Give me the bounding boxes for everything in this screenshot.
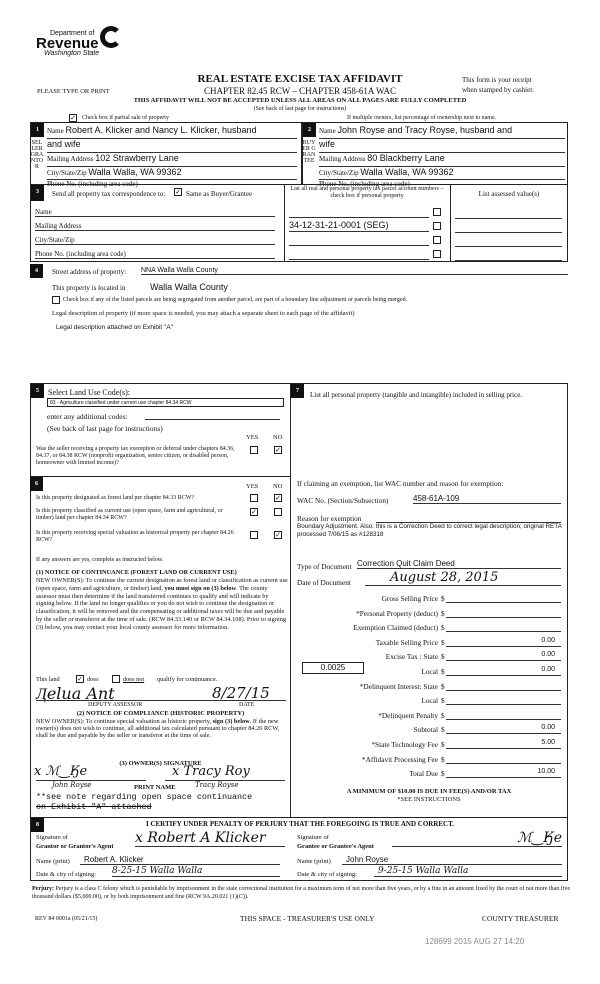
section-number: 7	[291, 384, 304, 398]
tax-row-label: Gross Selling Price	[381, 594, 438, 603]
tax-row-label: Excise Tax : State	[385, 652, 438, 662]
grantee-agent-label: Grantee or Grantee's Agent	[297, 843, 374, 850]
land-use-code-select[interactable]: 83 - Agriculture classified under current use chapter 84.34 RCW	[47, 398, 284, 407]
buyer-name-input-2[interactable]: wife	[319, 139, 336, 149]
wac-label: WAC No. (Section/Subsection)	[297, 496, 389, 505]
personal-property-label: List all personal property (tangible and intangible) included in selling price.	[310, 391, 523, 399]
notice-compliance-text	[36, 718, 288, 740]
doc-date-input[interactable]: August 28, 2015	[365, 570, 561, 586]
dollar-sign: $	[441, 725, 445, 735]
grantee-date-input[interactable]: 9-25-15 Walla Walla	[374, 866, 562, 877]
dollar-sign: $	[441, 652, 445, 662]
land-use-title: Select Land Use Code(s):	[48, 388, 130, 397]
n2-text: NEW OWNER(S): To continue special valuation as historic property,	[36, 718, 213, 725]
grantor-name-input[interactable]: Robert A. Klicker	[80, 855, 280, 865]
sig-of-label: Signature of	[36, 834, 68, 841]
certify-statement: I CERTIFY UNDER PENALTY OF PERJURY THAT THE FOREGOING IS TRUE AND CORRECT.	[145, 820, 454, 828]
dollar-sign: $	[441, 608, 445, 618]
parcel-input[interactable]	[289, 248, 429, 260]
tax-row-value[interactable]: 0.00	[446, 666, 561, 676]
this-land-label: This land	[36, 676, 60, 683]
seller-address-input[interactable]: 102 Strawberry Lane	[95, 153, 179, 163]
dollar-sign: $	[441, 681, 445, 691]
located-label: This property is located in	[52, 284, 126, 292]
owner-signature-2[interactable]: x Tracy Roy	[172, 764, 250, 779]
tax-row-value[interactable]: 10.00	[446, 768, 561, 778]
if-yes-note: If any answers are yes, complete as instructed below.	[36, 557, 164, 563]
assessed-header: List assessed value(s)	[478, 190, 540, 198]
seller-city-input[interactable]: Walla Walla, WA 99362	[88, 167, 182, 177]
reason-label: Reason for exemption	[297, 514, 362, 523]
tax-row-value[interactable]: 0.00	[446, 724, 561, 734]
logo-state: Washington State	[44, 50, 100, 57]
perjury-body: Perjury is a class C felony which is punishable by imprisonment in the state correctional institution for a maximum term of not more than five years, or by a fine in an amount fixed by the court of not more than five thousand dollars ($5,000.00), or by both imprisonment and fine (RCW 9A.20.021 (1)(C)).	[32, 886, 571, 900]
does-not-checkbox[interactable]	[112, 675, 120, 683]
legal-label: Legal description of property (if more space is needed, you may attach a separate sheet to each page of the affidavit)	[52, 310, 355, 317]
grantor-signature[interactable]: x Robert A Klicker	[135, 830, 285, 847]
street-input[interactable]: NNA Walla Walla County	[141, 267, 568, 275]
tax-row-label: Subtotal	[413, 725, 438, 735]
tax-row-label: *Affidavit Processing Fee	[361, 754, 438, 764]
treasurer-stamp: 128699 2015 AUG 27 14:20	[425, 937, 525, 946]
doc-date-label: Date of Document	[297, 578, 351, 587]
seller-name-input[interactable]: Robert A. Klicker and Nancy L. Klicker, husband	[65, 125, 257, 135]
dollar-sign: $	[441, 740, 445, 749]
receipt-note: This form is your receipt	[462, 76, 532, 84]
section-number: 2	[303, 123, 316, 137]
doc-type-input[interactable]: Correction Quit Claim Deed	[357, 559, 561, 569]
tax-row-label: Total Due	[409, 769, 438, 779]
additional-codes-input[interactable]	[145, 419, 280, 420]
current-use-yes-checkbox[interactable]: ✓	[251, 508, 257, 516]
tax-row-value[interactable]	[446, 622, 561, 632]
see-back: (See back of last page for instructions)	[253, 106, 347, 112]
date-city-label: Date & city of signing:	[36, 871, 96, 878]
tax-row-value[interactable]: 0.00	[446, 651, 561, 661]
historic-no-checkbox[interactable]: ✓	[275, 531, 281, 539]
buyer-fields	[319, 125, 565, 190]
please-type: PLEASE TYPE OR PRINT	[37, 88, 110, 95]
corr-phone-field[interactable]: Phone No. (including area code)	[35, 250, 275, 259]
forest-yes-checkbox[interactable]	[250, 494, 258, 502]
sig-of-label-2: Signature of	[297, 834, 329, 841]
yes-header: YES	[246, 434, 259, 441]
date-label: DATE	[239, 702, 255, 708]
assessed-value-input[interactable]	[455, 232, 562, 233]
parcel-header: List all real and personal property tax parcel account numbers – check box if personal property	[290, 186, 444, 200]
does-checkbox[interactable]: ✓	[77, 675, 83, 683]
historic-yes-checkbox[interactable]	[250, 531, 258, 539]
exemption-label: If claiming an exemption, list WAC number and reason for exemption:	[297, 479, 504, 488]
reason-input[interactable]: Boundary Adjustment. Also: this is a Correction Deed to correct legal description; original RETA processed 7/06/15 as #128318	[297, 523, 562, 538]
tax-row-value[interactable]	[446, 593, 561, 603]
open-space-note-2: on Exhibit "A" attached	[36, 802, 152, 812]
seller-label: SELLER GRANTOR	[30, 140, 44, 170]
grantee-signature[interactable]: ℳ‿Ӄe	[392, 830, 562, 847]
tax-row-value[interactable]: 0.00	[446, 637, 561, 647]
segregated-checkbox[interactable]	[52, 296, 60, 304]
tax-row-label: *Delinquent Penalty	[378, 710, 438, 720]
assessed-value-input[interactable]	[455, 218, 562, 219]
city-label: City/State/Zip	[319, 169, 359, 177]
tax-row-value[interactable]	[446, 681, 561, 691]
tax-row-value[interactable]	[446, 754, 561, 764]
tax-row-label: Local	[421, 696, 438, 706]
tax-row-label: Taxable Selling Price	[375, 637, 438, 647]
n2-bold: sign (3) below	[212, 718, 250, 725]
dollar-sign: $	[441, 769, 445, 779]
deputy-label: DEPUTY ASSESSOR	[88, 702, 143, 708]
personal-property-checkbox[interactable]	[433, 236, 441, 244]
notice-continuance-text	[36, 577, 288, 632]
located-value[interactable]: Walla Walla County	[150, 282, 228, 292]
logo-dept: Department of	[50, 30, 95, 37]
n1-text-2: . The county assessor must then determine if the land transferred continues to qualify and will indicate by signing below. If the land no longer qualifies or you do not wish to continue the designation or classification, it will be removed and the compensating or additional taxes will be due and payable by the seller or transferor at the time of sale. (RCW 84.33.140 or RCW 84.34.108). Prior to signing (3) below, you may contact your local county assessor for more information.	[36, 584, 287, 631]
personal-property-checkbox[interactable]	[433, 222, 441, 230]
segregated-label: Check box if any of the listed parcels are being segregated from another parcel, are part of a boundary line adjustment or parcels being merged.	[63, 297, 408, 303]
assessed-value-input[interactable]	[455, 246, 562, 247]
owner-signature-title: (3) OWNER(S) SIGNATURE	[119, 760, 202, 767]
parcel-input[interactable]	[289, 206, 429, 218]
addr-label: Mailing Address	[319, 155, 366, 163]
seller-name-input-2[interactable]: and wife	[47, 139, 81, 149]
tax-row-label: *Delinquent Interest: State	[359, 681, 438, 691]
addr-label: Mailing Address	[47, 155, 94, 163]
section-number: 4	[30, 264, 43, 278]
assessor-line	[36, 700, 286, 701]
n1-bold: you must sign on (3) below	[164, 584, 237, 592]
current-use-question: Is this property classified as current use (open space, farm and agricultural, or timber) land per chapter 84.34 RCW?	[36, 508, 223, 522]
see-instructions-note: *SEE INSTRUCTIONS	[397, 796, 461, 803]
tax-row-value[interactable]: 5.00	[446, 739, 561, 749]
grantor-agent-label: Grantor or Grantor's Agent	[36, 843, 114, 850]
form-title: REAL ESTATE EXCISE TAX AFFIDAVIT	[197, 73, 403, 85]
local-rate-input[interactable]: 0.0025	[302, 662, 364, 674]
dollar-sign: $	[441, 696, 445, 706]
legal-description[interactable]: Legal description attached on Exhibit "A"	[56, 324, 173, 331]
dollar-sign: $	[441, 594, 445, 603]
wac-input[interactable]: 458-61A-109	[413, 494, 561, 504]
assessor-date[interactable]: 8/27/15	[212, 684, 270, 702]
tax-row-label: Exemption Claimed (deduct)	[353, 623, 438, 633]
owner-signature-1[interactable]: x ℳ‿Ӄe	[34, 764, 88, 779]
personal-property-checkbox[interactable]	[433, 250, 441, 258]
open-space-note: **see note regarding open space continuance	[36, 792, 253, 802]
exemption-yes-checkbox[interactable]	[250, 446, 258, 454]
section-number: 8	[31, 818, 44, 832]
grantee-name-input[interactable]: John Royse	[342, 855, 562, 865]
city-label: City/State/Zip	[47, 169, 87, 177]
buyer-label: BUYER GRANTEE	[302, 140, 316, 164]
perjury-text	[32, 885, 572, 901]
section-number: 5	[31, 384, 44, 398]
dollar-sign: $	[441, 710, 445, 720]
section-number: 1	[31, 123, 44, 137]
grantor-date-input[interactable]: 8-25-15 Walla Walla	[112, 866, 280, 877]
name-label: Name	[319, 127, 336, 135]
buyer-address-input[interactable]: 80 Blackberry Lane	[367, 153, 445, 163]
seller-phone-input[interactable]: Phone No. (including area code)	[47, 180, 138, 188]
dollar-sign: $	[441, 754, 445, 764]
seller-fields	[47, 125, 297, 190]
perjury-label: Perjury:	[32, 886, 54, 892]
name-print-label-2: Name (print)	[297, 858, 331, 865]
exemption-no-checkbox[interactable]: ✓	[275, 446, 281, 454]
does-not-label: does not	[123, 676, 145, 683]
notice-compliance-title: (2) NOTICE OF COMPLIANCE (HISTORIC PROPERTY)	[76, 710, 245, 717]
receipt-note-2: when stamped by cashier.	[462, 86, 534, 94]
warning: THIS AFFIDAVIT WILL NOT BE ACCEPTED UNLESS ALL AREAS ON ALL PAGES ARE FULLY COMPLETED	[133, 97, 467, 104]
corr-name-field[interactable]: Name	[35, 208, 275, 217]
forest-no-checkbox[interactable]: ✓	[275, 494, 281, 502]
dollar-sign: $	[441, 637, 445, 647]
corr-city-field[interactable]: City/State/Zip	[35, 236, 275, 245]
section-number: 3	[31, 185, 44, 201]
owner-printed-name-1[interactable]: John Royse	[52, 781, 92, 789]
buyer-city-input[interactable]: Walla Walla, WA 99362	[360, 167, 454, 177]
name-print-label: Name (print)	[36, 858, 70, 865]
section-number: 6	[30, 477, 43, 491]
owner-printed-name-2[interactable]: Tracy Royse	[195, 781, 239, 789]
partial-sale-label: Check box if partial sale of property	[82, 115, 169, 121]
name-label: Name	[47, 127, 64, 135]
tax-row-label: Local	[421, 667, 438, 676]
county-treasurer: COUNTY TREASURER	[482, 914, 559, 923]
notice-continuance-title: (1) NOTICE OF CONTINUANCE (FOREST LAND OR CURRENT USE)	[36, 569, 237, 576]
tax-row-value[interactable]	[446, 695, 561, 705]
n1-text: NEW OWNER(S): To continue the current designation as forest land or classification as current use (open space, farm and agriculture, or timber) land,	[36, 577, 288, 592]
multiple-owners-note: If multiple owners, list percentage of ownership next to name.	[347, 115, 497, 121]
dor-logo	[36, 30, 99, 57]
does-label: does	[87, 676, 99, 683]
tax-row-value[interactable]	[446, 608, 561, 618]
logo-revenue: Revenue	[36, 35, 99, 52]
personal-property-checkbox[interactable]	[433, 208, 441, 216]
date-city-label-2: Date & city of signing:	[297, 871, 357, 878]
parcel-list	[289, 206, 441, 262]
dollar-sign: $	[441, 667, 445, 676]
rev-number: REV 84 0001a (05/21/15)	[35, 916, 98, 922]
current-use-no-checkbox[interactable]	[274, 508, 282, 516]
n2-text-2: . If the new owner(s) does not wish to continue, all additional tax calculated pursuant to chapter 84.26 RCW, shall be due and payable by the seller or transferor at the time of sale.	[36, 718, 280, 740]
same-as-buyer-label: Same as Buyer/Grantee	[186, 190, 253, 198]
see-instructions: (See back of last page for instructions)	[47, 424, 163, 433]
buyer-name-input[interactable]: John Royse and Tracy Royse, husband and	[337, 125, 513, 135]
no-header: NO	[273, 434, 283, 441]
tax-row-label: *State Technology Fee	[371, 740, 438, 749]
partial-sale-checkbox[interactable]: ✓	[70, 114, 76, 122]
send-correspondence-label: Send all property tax correspondence to:	[52, 190, 166, 198]
street-label: Street address of property:	[52, 268, 127, 276]
exemption-question: Was the seller receiving a property tax exemption or deferral under chapters 84.36, 84.37, or 84.38 RCW (nonprofit organization, senior citizen, or disabled person, homeowner with limited income)?	[36, 446, 235, 467]
no-header: NO	[273, 483, 283, 490]
parcel-input[interactable]: 34-12-31-21-0001 (SEG)	[289, 220, 429, 232]
dollar-sign: $	[441, 623, 445, 633]
same-as-buyer-checkbox[interactable]: ✓	[175, 188, 181, 196]
qualify-label: qualify for continuance.	[157, 676, 218, 683]
corr-address-field[interactable]: Mailing Address	[35, 222, 275, 231]
yes-header: YES	[246, 483, 259, 490]
additional-codes-label: enter any additional codes:	[47, 412, 128, 421]
minimum-note: A MINIMUM OF $10.00 IS DUE IN FEE(S) AND/OR TAX	[346, 788, 512, 795]
parcel-input[interactable]	[289, 234, 429, 246]
assessed-value-input[interactable]	[455, 260, 562, 261]
assessor-signature[interactable]: Ӆelua Ant	[36, 684, 115, 703]
buyer-phone-input[interactable]: Phone No. (including area code)	[319, 180, 410, 188]
tax-row-label: *Personal Property (deduct)	[356, 608, 438, 618]
logo-swirl-icon	[100, 26, 122, 48]
treasurer-space: THIS SPACE - TREASURER'S USE ONLY	[240, 914, 375, 923]
chapter: CHAPTER 82.45 RCW – CHAPTER 458-61A WAC	[204, 86, 396, 96]
doc-type-label: Type of Document	[297, 562, 352, 571]
print-name-label: PRINT NAME	[134, 784, 176, 791]
forest-question: Is this property designated as forest land per chapter 84.33 RCW?	[36, 495, 195, 501]
tax-row-value[interactable]	[446, 710, 561, 720]
historic-question: Is this property receiving special valuation as historical property per chapter 84.26 RCW?	[36, 530, 234, 544]
